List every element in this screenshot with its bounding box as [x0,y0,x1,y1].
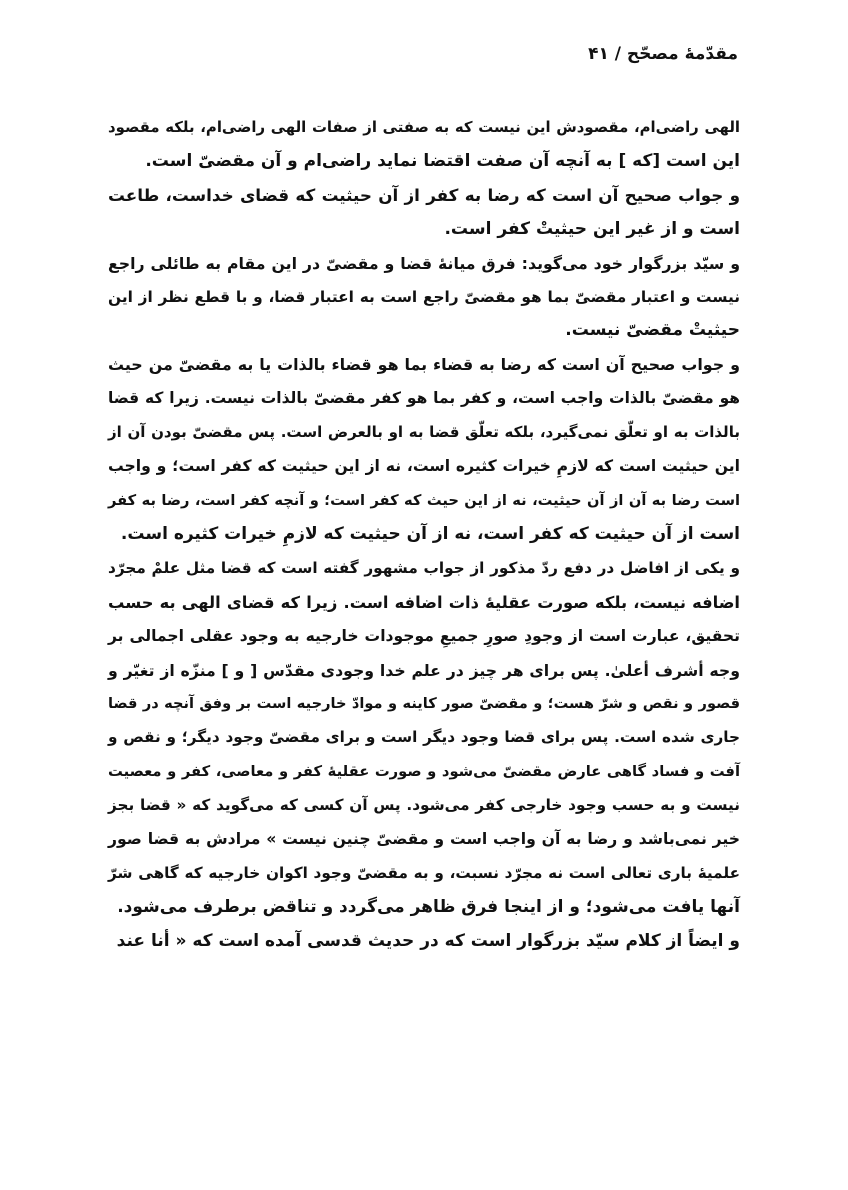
paragraph [108,925,740,959]
text-line: خیر نمی‌باشد و رضا به آن واجب است و مقضیّ چنین نیست » مرادش به قضا صور [108,830,740,849]
text-line: تحقیق، عبارت است از وجودِ صورِ جمیعِ موجودات خارجیه به وجود عقلی اجمالی بر [108,626,740,645]
paragraph [108,348,740,551]
text-line: الهی راضی‌ام، مقصودش این نیست که به صفتی از صفات الهی راضی‌ام، بلکه مقصود [108,118,740,136]
text-line: آنها یافت می‌شود؛ و از اینجا فرق ظاهر می‌گردد و تناقض برطرف می‌شود. [117,896,740,917]
text-line: وجه أشرف أعلیٰ. پس برای هر چیز در علم خدا وجودی مقدّس [ و ] منزّه از تغیّر و [108,660,740,680]
text-line: قصور و نقص و شرّ هست؛ و مقضیّ صور کاینه و موادّ خارجیه است بر وفق آنچه در قضا [108,695,740,713]
text-line: بالذات به او تعلّق نمی‌گیرد، بلکه تعلّق قضا به او بالعرض است. پس مقضیّ بودن آن از [108,423,740,442]
body-text [108,111,740,959]
text-line: هو مقضیّ بالذات واجب است، و کفر بما هو کفر مقضیّ بالذات نیست. زیرا که قضا [108,389,740,408]
text-line: و جواب صحیح آن است که رضا به قضاء بما هو قضاء بالذات یا به مقضیّ من حیث [108,355,740,375]
text-line: آفت و فساد گاهی عارض مقضیّ می‌شود و صورت عقلیهٔ کفر و معاصی، کفر و معصیت [108,763,740,781]
paragraph [108,552,740,925]
text-line: است رضا به آن از آن حیثیت، نه از این حیث که کفر است؛ و آنچه کفر است، رضا به کفر [108,491,740,509]
text-line: و ایضاً از کلام سیّد بزرگوار است که در حدیث قدسی آمده است که « أنا عند [116,930,740,951]
text-line: است از آن حیثیت که کفر است، نه از آن حیثیت که لازمِ خیرات کثیره است. [120,523,740,544]
paragraph [108,111,740,179]
text-line: است و از غیر این حیثیتْ کفر است. [444,218,740,239]
text-line: اضافه نیست، بلکه صورت عقلیهٔ ذات اضافه است. زیرا که قضای الهی به حسب [108,592,740,612]
text-line: نیست و اعتبار مقضیّ بما هو مقضیّ راجع است به اعتبار قضا، و با قطع نظر از این [108,287,740,306]
paragraph [108,179,740,247]
text-line: حیثیتْ مقضیّ نیست. [565,320,740,341]
text-line: و جواب صحیح آن است که رضا به کفر از آن حیثیت که قضای خداست، طاعت [108,184,740,205]
text-line: این است [که ] به آنچه آن صفت اقتضا نماید راضی‌ام و آن مقضیّ است. [145,150,740,171]
running-head: مقدّمهٔ مصحّح / ۴۱ [588,44,738,64]
paragraph [108,247,740,349]
text-line: این حیثیت است که لازمِ خیرات کثیره است، نه از این حیثیت که کفر است؛ و واجب [108,457,740,476]
text-line: جاری شده است. پس برای قضا وجود دیگر است و برای مقضیّ وجود دیگر؛ و نقص و [108,728,740,747]
text-line: نیست و به حسب وجود خارجی کفر می‌شود. پس آن کسی که می‌گوید که « قضا بجز [108,796,740,815]
text-line: علمیهٔ باری تعالی است نه مجرّد نسبت، و به مقضیّ وجود اکوان خارجیه که گاهی شرّ [108,863,740,882]
text-line: و سیّد بزرگوار خود می‌گوید: فرق میانهٔ قضا و مقضیّ در این مقام به طائلی راجع [108,253,740,273]
text-line: و یکی از افاضل در دفع ردّ مذکور از جواب مشهور گفته است که قضا مثل علمْ مجرّد [108,558,740,577]
